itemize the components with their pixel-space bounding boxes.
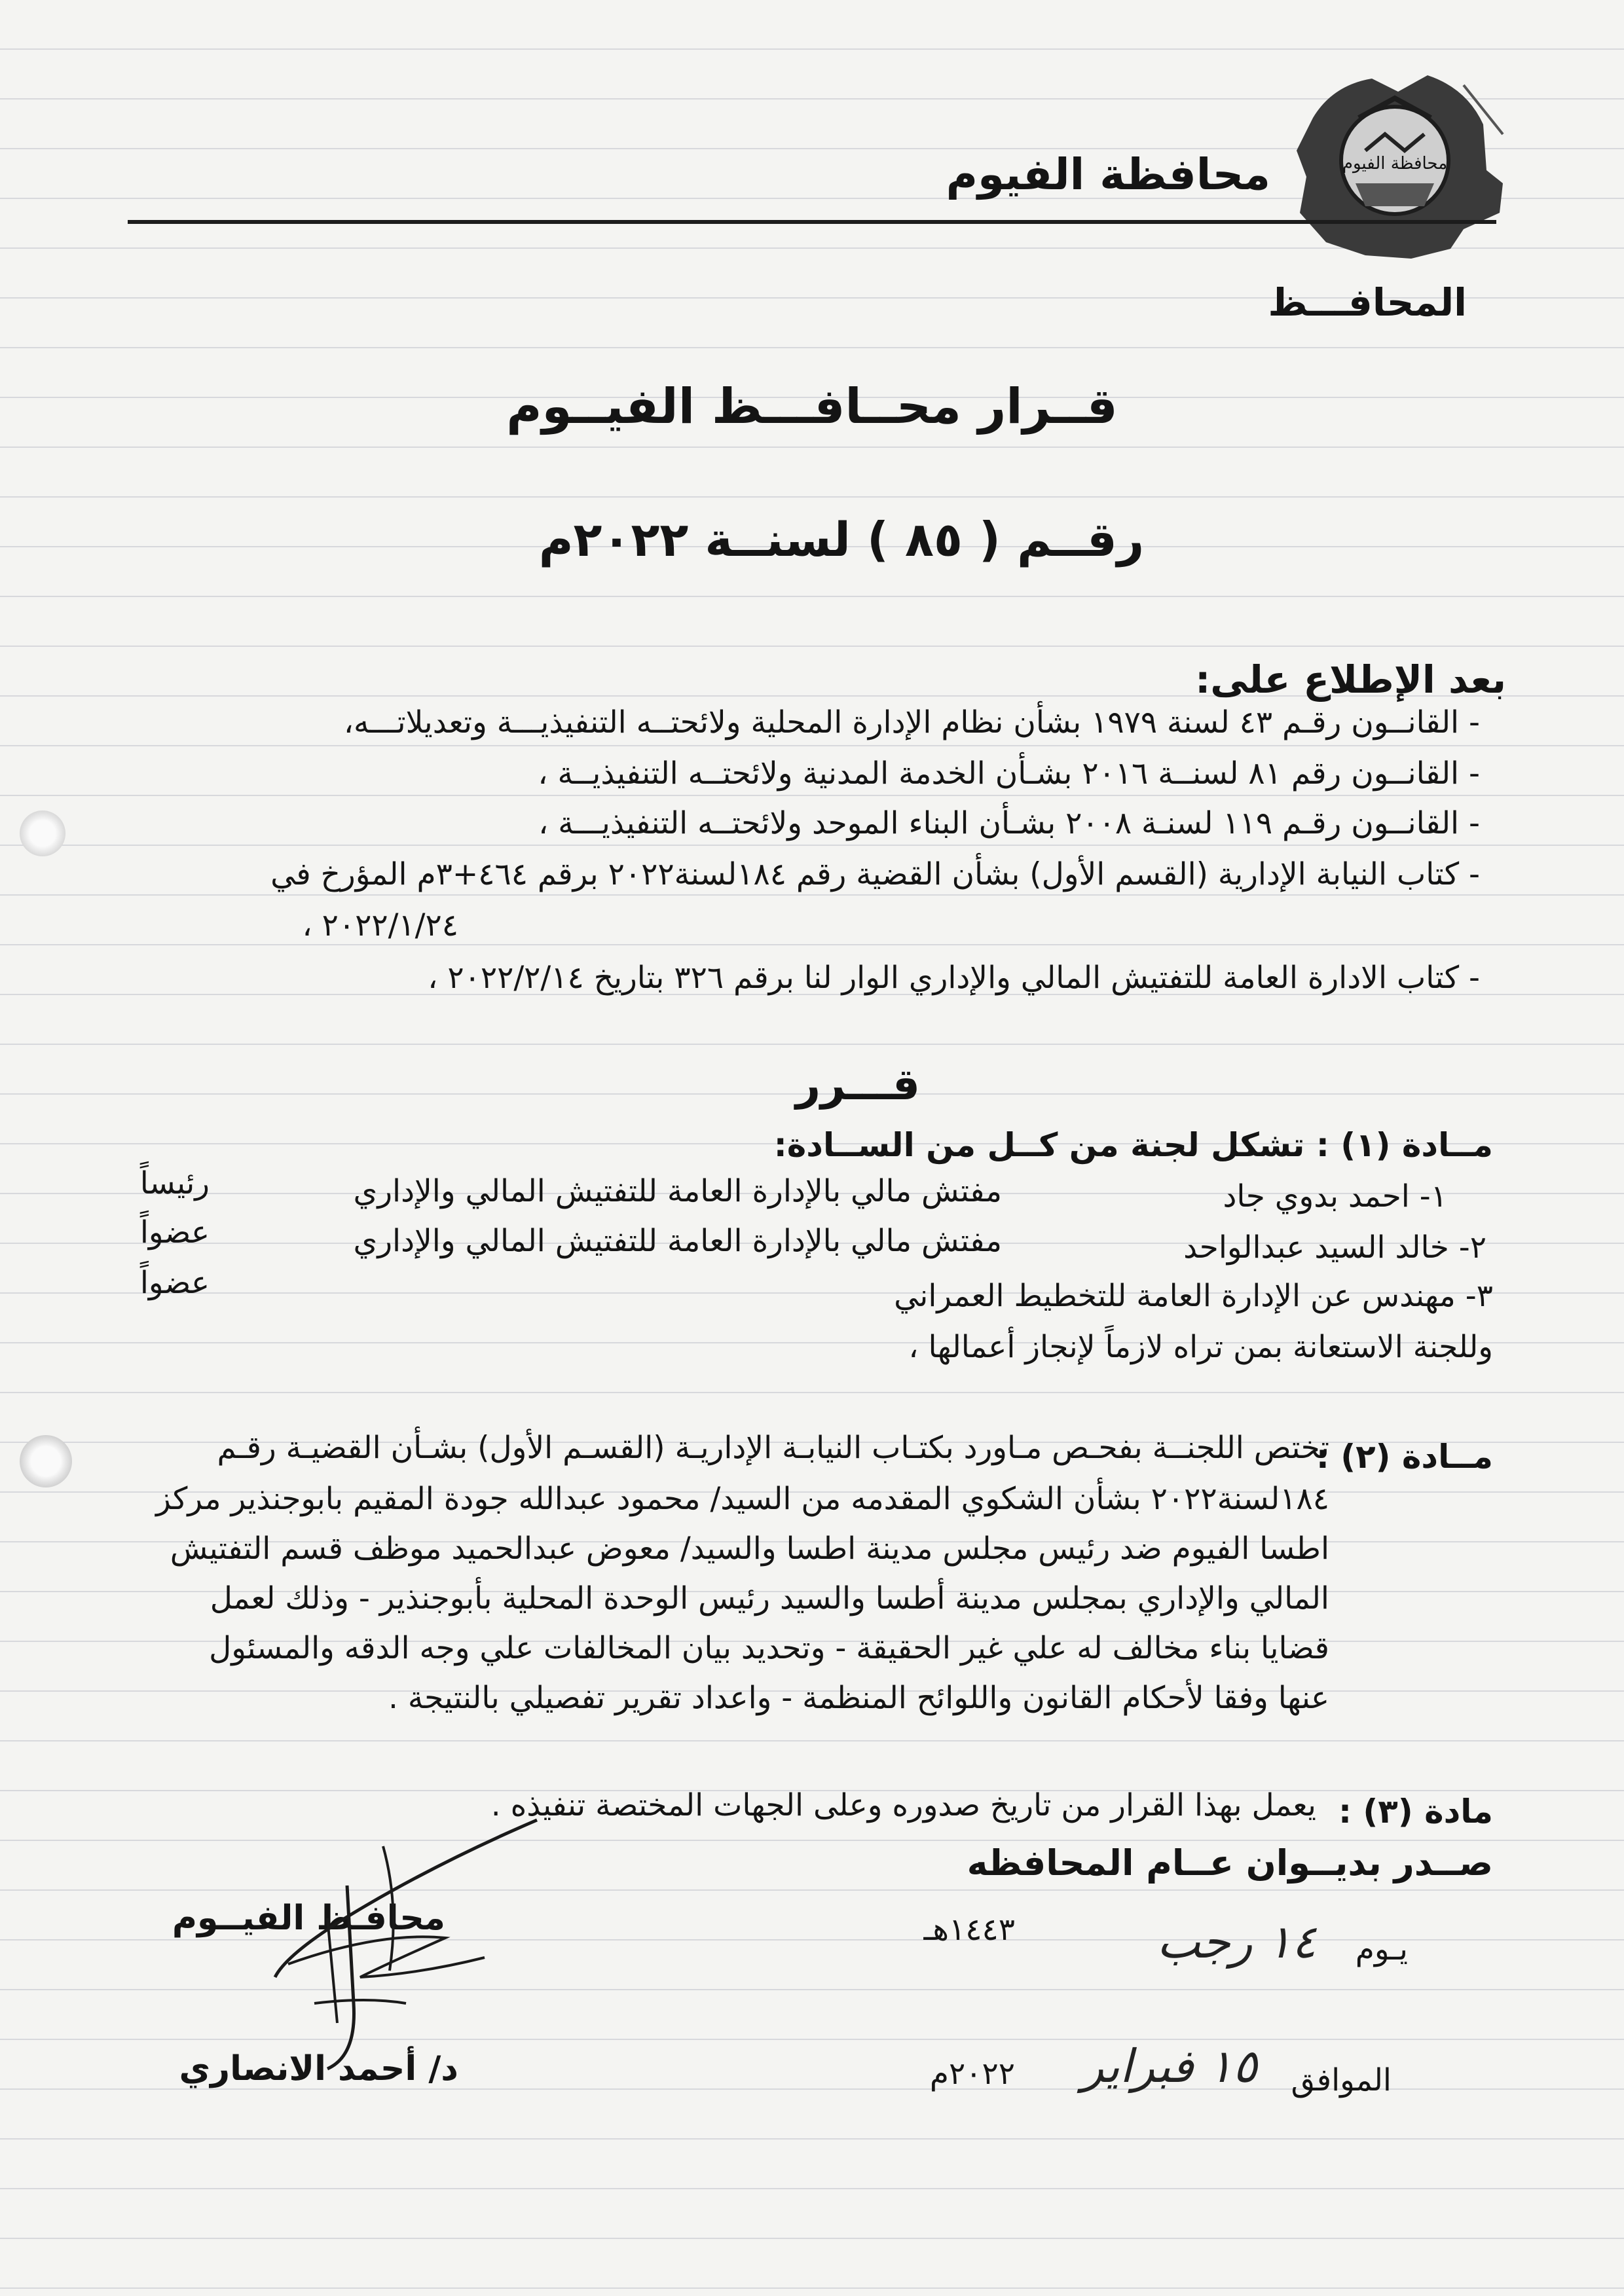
member-role: عضواً: [139, 1265, 210, 1301]
article-1-note: وللجنة الاستعانة بمن تراه لازماً لإنجاز أعمالها ،: [908, 1329, 1493, 1365]
preamble-ref: - كتاب النيابة الإدارية (القسم الأول) بشأن القضية رقم ١٨٤لسنة٢٠٢٢ برقم ٤٦٤+٣م المؤرخ في: [270, 856, 1480, 892]
article-2-line: عنها وفقا لأحكام القانون واللوائح المنظمة - واعداد تقرير تفصيلي بالنتيجة .: [388, 1680, 1329, 1716]
hijri-year: ١٤٤٣هـ: [923, 1912, 1015, 1948]
preamble-intro: بعد الإطلاع على:: [1195, 657, 1506, 702]
preamble-ref: - القانــون رقـم ٤٣ لسنة ١٩٧٩ بشأن نظام الإدارة المحلية ولائحتــه التنفيذيـــة وتعديلاتـــه،: [343, 704, 1480, 740]
article-2-line: تختص اللجنــة بفحـص مـاورد بكتـاب النيابـة الإداريـة (القسـم الأول) بشـأن القضيـة رقـم: [217, 1430, 1329, 1466]
article-2-heading: مــادة (٢) :: [1316, 1438, 1493, 1476]
preamble-ref-continued: ٢٠٢٢/١/٢٤ ،: [302, 907, 458, 943]
member-role: عضواً: [139, 1214, 210, 1250]
gregorian-date-handwritten: ١٥ فبراير: [1081, 2039, 1257, 2093]
issued-line: صــدر بديــوان عــام المحافظه: [967, 1842, 1493, 1884]
punch-hole-mark: [20, 811, 65, 856]
decree-number: رقــم ( ٨٥ ) لسنــة ٢٠٢٢م: [538, 512, 1145, 567]
member-name: ٣- مهندس عن الإدارة العامة للتخطيط العمراني: [894, 1278, 1493, 1314]
article-2-line: اطسا الفيوم ضد رئيس مجلس مدينة اطسا والسيد/ معوض عبدالحميد موظف قسم التفتيش: [170, 1531, 1329, 1567]
header-divider: [128, 220, 1496, 224]
preamble-ref: - كتاب الادارة العامة للتفتيش المالي والإداري الوار لنا برقم ٣٢٦ بتاريخ ٢٠٢٢/٢/١٤ ،: [428, 960, 1480, 996]
hijri-day-label: يـوم: [1355, 1931, 1408, 1967]
member-position: مفتش مالي بالإدارة العامة للتفتيش المالي والإداري: [353, 1223, 1002, 1259]
article-2-line: المالي والإداري بمجلس مدينة أطسا والسيد رئيس الوحدة المحلية بأبوجنذير - وذلك لعمل: [210, 1580, 1329, 1616]
article-2-line: قضايا بناء مخالف له علي غير الحقيقة - وتحديد بيان المخالفات علي وجه الدقه والمسئول: [209, 1630, 1329, 1666]
preamble-ref: - القانــون رقم ٨١ لسنــة ٢٠١٦ بشـأن الخدمة المدنية ولائحتــه التنفيذيــة ،: [538, 756, 1480, 792]
governorate-emblem: [1287, 72, 1509, 262]
punch-hole-mark: [20, 1435, 72, 1487]
article-2-line: ١٨٤لسنة٢٠٢٢ بشأن الشكوي المقدمه من السيد/ محمود عبدالله جودة المقيم بابوجنذير مركز: [156, 1481, 1329, 1517]
office-title: المحافـــظ: [1268, 280, 1467, 325]
member-name: ١- احمد بدوي جاد: [1223, 1178, 1447, 1214]
hijri-date-handwritten: ١٤ رجب: [1156, 1915, 1316, 1969]
article-1-heading: مــادة (١) : تشكل لجنة من كــل من الســادة:: [773, 1126, 1493, 1164]
member-name: ٢- خالد السيد عبدالواحد: [1183, 1230, 1486, 1266]
article-3-text: يعمل بهذا القرار من تاريخ صدوره وعلى الجهات المختصة تنفيذه .: [490, 1787, 1316, 1823]
member-role: رئيساً: [139, 1165, 210, 1201]
decision-heading: قـــرر: [796, 1059, 920, 1110]
signatory-name: د/ أحمد الانصاري: [179, 2049, 458, 2088]
decree-title: قــرار محــافـــظ الفيــوم: [506, 378, 1118, 435]
gregorian-label: الموافق: [1291, 2062, 1392, 2098]
signatory-title: محافـظ الفيــوم: [172, 1899, 445, 1938]
member-position: مفتش مالي بالإدارة العامة للتفتيش المالي والإداري: [353, 1173, 1002, 1209]
gregorian-year: ٢٠٢٢م: [929, 2056, 1015, 2092]
handwritten-signature: [249, 1807, 563, 2082]
governorate-name: محافظة الفيوم: [946, 149, 1270, 200]
preamble-ref: - القانــون رقـم ١١٩ لسنـة ٢٠٠٨ بشـأن البناء الموحد ولائحتــه التنفيذيـــة ،: [538, 805, 1480, 841]
article-3-heading: مادة (٣) :: [1338, 1793, 1493, 1831]
svg-text:محافظة الفيوم: محافظة الفيوم: [1342, 154, 1448, 173]
